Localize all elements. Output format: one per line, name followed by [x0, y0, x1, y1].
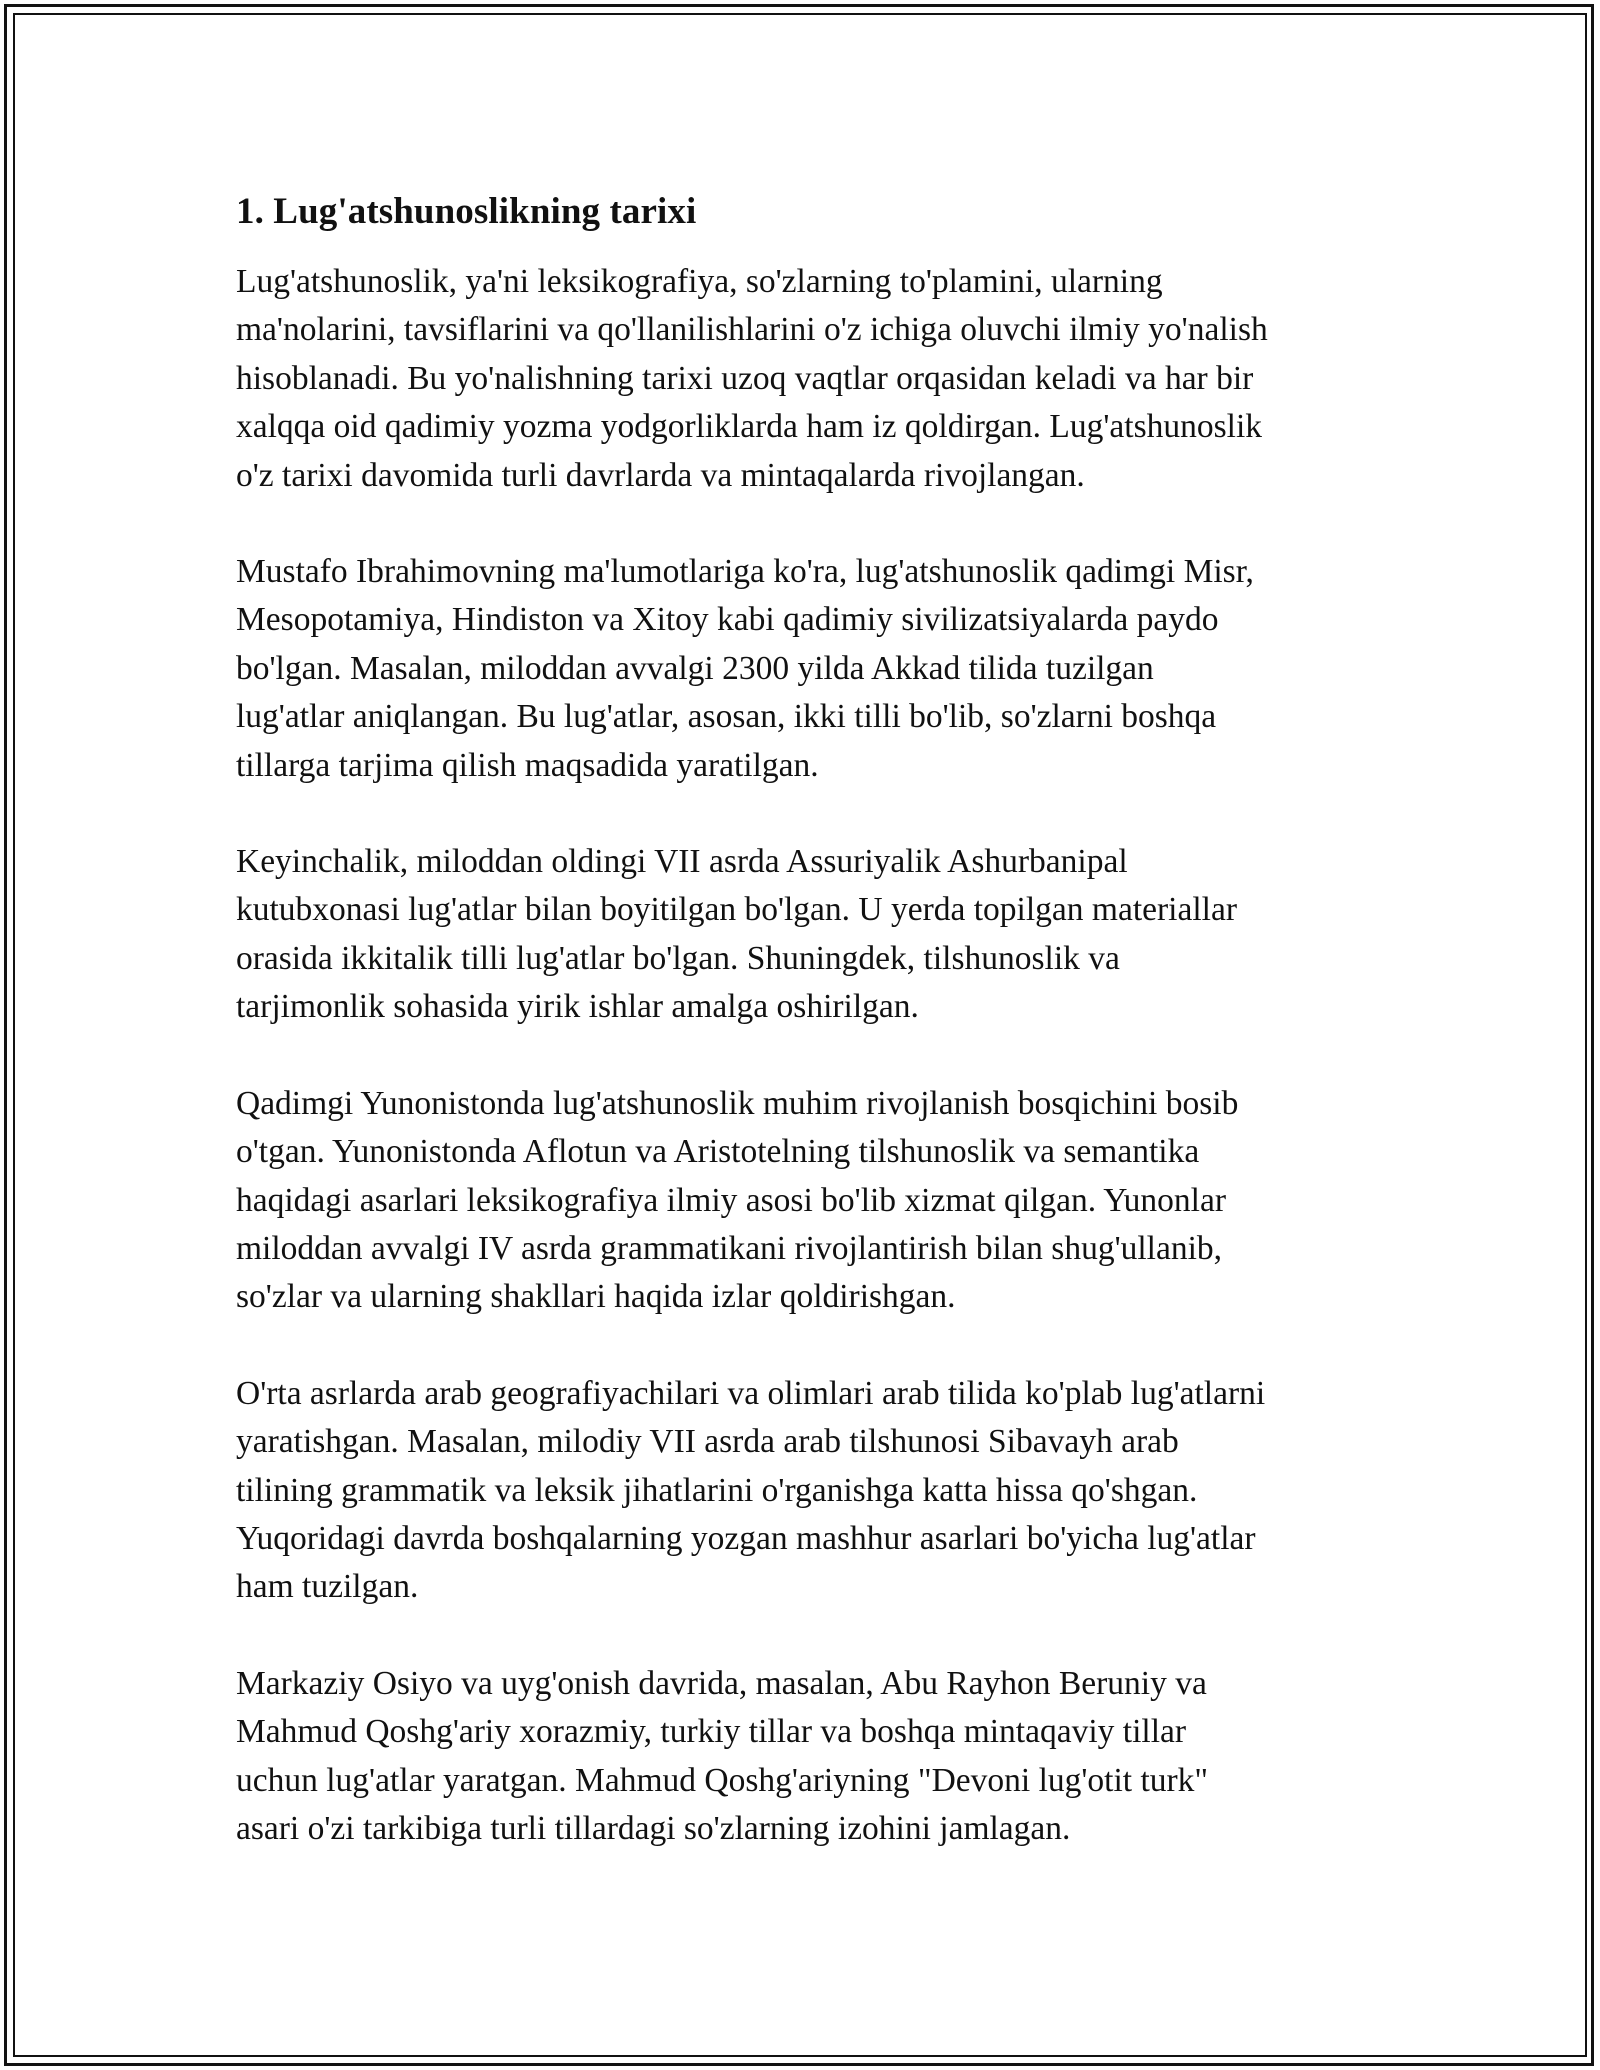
paragraph-1: Lug'atshunoslik, ya'ni leksikografiya, so'zlarning to'plamini, ularning ma'nolarini, tavsiflarini va qo'llanilishlarini o'z ichiga oluvchi ilmiy yo'nalish hisoblanadi. Bu yo'nalishning tarixi uzoq vaqtlar orqasidan keladi va har bir xalqqa oid qadimiy yozma yodgorliklarda ham iz qoldirgan. Lug'atshunoslik o'z tarixi davomida turli davrlarda va mintaqalarda rivojlangan.	[236, 263, 1268, 494]
paragraph-6: Markaziy Osiyo va uyg'onish davrida, masalan, Abu Rayhon Beruniy va Mahmud Qoshg'ariy xorazmiy, turkiy tillar va boshqa mintaqaviy tillar uchun lug'atlar yaratgan. Mahmud Qoshg'ariyning "Devoni lug'otit turk" asari o'zi tarkibiga turli tillardagi so'zlarning izohini jamlagan.	[236, 1664, 1209, 1847]
document-body	[236, 186, 1386, 1901]
paragraph-4: Qadimgi Yunonistonda lug'atshunoslik muhim rivojlanish bosqichini bosib o'tgan. Yunonistonda Aflotun va Aristotelning tilshunoslik va semantika haqidagi asarlari leksikografiya ilmiy asosi bo'lib xizmat qilgan. Yunonlar miloddan avvalgi IV asrda grammatikani rivojlantirish bilan shug'ullanib, so'zlar va ularning shakllari haqida izlar qoldirishgan.	[236, 1084, 1239, 1316]
paragraph-3: Keyinchalik, miloddan oldingi VII asrda Assuriyalik Ashurbanipal kutubxonasi lug'atlar bilan boyitilgan bo'lgan. U yerda topilgan materiallar orasida ikkitalik tilli lug'atlar bo'lgan. Shuningdek, tilshunoslik va tarjimonlik sohasida yirik ishlar amalga oshirilgan.	[236, 843, 1237, 1026]
paragraph-5: O'rta asrlarda arab geografiyachilari va olimlari arab tilida ko'plab lug'atlarni yaratishgan. Masalan, milodiy VII asrda arab tilshunosi Sibavayh arab tilining grammatik va leksik jihatlarini o'rganishga katta hissa qo'shgan. Yuqoridagi davrda boshqalarning yozgan mashhur asarlari bo'yicha lug'atlar ham tuzilgan.	[236, 1374, 1266, 1606]
paragraph-2: Mustafo Ibrahimovning ma'lumotlariga ko'ra, lug'atshunoslik qadimgi Misr, Mesopotamiya, Hindiston va Xitoy kabi qadimiy sivilizatsiyalarda paydo bo'lgan. Masalan, miloddan avvalgi 2300 yilda Akkad tilida tuzilgan lug'atlar aniqlangan. Bu lug'atlar, asosan, ikki tilli bo'lib, so'zlarni boshqa tillarga tarjima qilish maqsadida yaratilgan.	[236, 553, 1254, 784]
section-heading: 1. Lug'atshunoslikning tarixi	[236, 191, 697, 232]
